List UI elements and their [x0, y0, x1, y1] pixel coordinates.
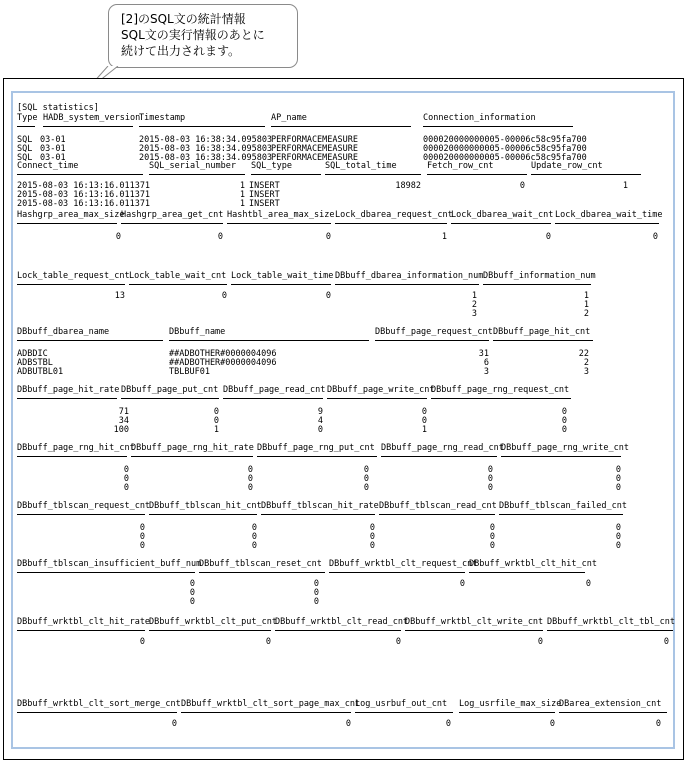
cell: ##ADBOTHER#0000004096: [169, 349, 277, 359]
cell: 0: [313, 597, 319, 607]
column-separator: [149, 174, 245, 175]
column-header: DBbuff_wrktbl_clt_hit_cnt: [469, 559, 597, 569]
column-header: DBbuff_dbarea_name: [17, 327, 110, 337]
cell: 0: [561, 416, 567, 426]
column-separator: [451, 223, 551, 224]
column-header: DBbuff_page_write_cnt: [327, 385, 435, 395]
column-header: Log_usrfile_max_size: [459, 699, 562, 709]
column-header: Lock_dbarea_wait_time: [555, 210, 663, 220]
cell: 0: [313, 579, 319, 589]
cell: 000020000000005-00006c58c95fa700: [423, 153, 587, 163]
column-separator: [17, 572, 195, 573]
cell: 0: [487, 483, 493, 493]
cell: 2: [583, 309, 589, 319]
cell: 0: [652, 232, 658, 242]
cell: 0: [663, 637, 669, 647]
cell: PERFORMACEMEASURE: [271, 153, 358, 163]
cell: 0: [561, 425, 567, 435]
cell: 0: [585, 579, 591, 589]
column-header: Lock_dbarea_request_cnt: [335, 210, 453, 220]
column-separator: [431, 398, 571, 399]
column-separator: [251, 174, 321, 175]
cell: 0: [363, 474, 369, 484]
cell: 0: [317, 425, 323, 435]
cell: 0: [189, 597, 195, 607]
column-header: Connection_information: [423, 113, 536, 123]
cell: 0: [549, 719, 555, 729]
column-header: DBbuff_tblscan_insufficient_buff_num: [17, 559, 202, 569]
column-separator: [325, 174, 421, 175]
column-header: DBbuff_page_hit_rate: [17, 385, 120, 395]
column-separator: [501, 456, 621, 457]
cell: 0: [265, 637, 271, 647]
column-header: DBbuff_wrktbl_clt_sort_page_max_cnt: [181, 699, 361, 709]
cell: 0: [655, 719, 661, 729]
cell: 0: [445, 719, 451, 729]
column-separator: [129, 284, 227, 285]
column-separator: [199, 572, 325, 573]
cell: ##ADBOTHER#0000004096: [169, 358, 277, 368]
cell: SQL: [17, 135, 33, 145]
cell: 0: [139, 532, 145, 542]
cell: 0: [615, 523, 621, 533]
cell: 3: [583, 367, 589, 377]
cell: 34: [118, 416, 129, 426]
column-header: DBbuff_wrktbl_clt_tbl_cnt: [547, 617, 675, 627]
cell: 0: [615, 541, 621, 551]
column-header: SQL_serial_number: [149, 161, 236, 171]
column-separator: [43, 126, 133, 127]
cell: 2015-08-03 16:38:34.095803: [139, 153, 273, 163]
column-header: Type: [17, 113, 38, 123]
cell: 3: [471, 309, 477, 319]
column-separator: [459, 712, 555, 713]
column-separator: [131, 456, 253, 457]
column-header: SQL_total_time: [325, 161, 397, 171]
cell: 71: [118, 407, 129, 417]
cell: 0: [139, 523, 145, 533]
cell: 03-01: [40, 153, 66, 163]
column-header: DBbuff_wrktbl_clt_write_cnt: [405, 617, 544, 627]
column-separator: [17, 398, 117, 399]
column-header: HADB_system_version: [43, 113, 141, 123]
callout-line: [2]のSQL文の統計情報: [121, 12, 246, 26]
callout-line: 続けて出力されます。: [121, 44, 241, 58]
cell: 0: [123, 483, 129, 493]
column-separator: [149, 630, 271, 631]
column-separator: [17, 126, 35, 127]
cell: 0: [325, 291, 331, 301]
column-header: DBarea_extension_cnt: [559, 699, 662, 709]
column-separator: [499, 514, 623, 515]
cell: 2015-08-03 16:13:16.011371: [17, 181, 151, 191]
cell: 0: [537, 637, 543, 647]
cell: 4: [317, 416, 323, 426]
column-separator: [531, 174, 641, 175]
column-separator: [483, 284, 591, 285]
column-separator: [493, 340, 593, 341]
cell: 0: [369, 523, 375, 533]
column-separator: [231, 284, 331, 285]
column-separator: [547, 630, 673, 631]
column-header: Lock_table_wait_time: [231, 271, 334, 281]
column-separator: [17, 630, 145, 631]
cell: 000020000000005-00006c58c95fa700: [423, 135, 587, 145]
report-panel: [11, 91, 675, 749]
column-separator: [17, 340, 163, 341]
column-separator: [223, 398, 323, 399]
column-separator: [257, 456, 377, 457]
column-header: DBbuff_tblscan_request_cnt: [17, 501, 151, 511]
column-header: DBbuff_name: [169, 327, 226, 337]
cell: INSERT: [249, 199, 280, 209]
cell: PERFORMACEMEASURE: [271, 135, 358, 145]
column-separator: [17, 712, 177, 713]
column-header: DBbuff_page_put_cnt: [121, 385, 219, 395]
column-separator: [559, 712, 667, 713]
column-header: DBbuff_page_request_cnt: [375, 327, 493, 337]
column-separator: [405, 630, 543, 631]
cell: 0: [395, 637, 401, 647]
cell: 0: [421, 407, 427, 417]
cell: 0: [615, 483, 621, 493]
cell: 100: [113, 425, 129, 435]
column-header: Fetch_row_cnt: [427, 161, 494, 171]
column-separator: [375, 340, 489, 341]
callout-bubble: [108, 4, 298, 68]
cell: 2: [583, 358, 589, 368]
cell: SQL: [17, 153, 33, 163]
cell: 2: [471, 300, 477, 310]
cell: 0: [221, 291, 227, 301]
column-separator: [275, 630, 401, 631]
cell: 0: [247, 474, 253, 484]
cell: 0: [189, 588, 195, 598]
cell: TBLBUF01: [169, 367, 210, 377]
cell: 1: [583, 291, 589, 301]
column-header: DBbuff_tblscan_failed_cnt: [499, 501, 627, 511]
column-header: Lock_dbarea_wait_cnt: [451, 210, 554, 220]
callout-line: SQL文の実行情報のあとに: [121, 28, 265, 42]
cell: 1: [421, 425, 427, 435]
column-separator: [149, 514, 257, 515]
cell: 1: [239, 190, 245, 200]
cell: 0: [123, 474, 129, 484]
column-separator: [355, 712, 453, 713]
cell: 22: [578, 349, 589, 359]
cell: 1: [239, 199, 245, 209]
cell: ADBUTBL01: [17, 367, 64, 377]
column-separator: [335, 223, 447, 224]
column-separator: [17, 174, 143, 175]
cell: 0: [489, 532, 495, 542]
cell: 13: [114, 291, 125, 301]
column-header: DBbuff_page_rng_request_cnt: [431, 385, 570, 395]
column-separator: [271, 126, 411, 127]
column-header: DBbuff_wrktbl_clt_sort_merge_cnt: [17, 699, 181, 709]
cell: ADBSTBL: [17, 358, 53, 368]
cell: 6: [483, 358, 489, 368]
cell: 03-01: [40, 144, 66, 154]
cell: 3: [483, 367, 489, 377]
column-header: DBbuff_tblscan_hit_cnt: [149, 501, 262, 511]
cell: 31: [478, 349, 489, 359]
cell: 1: [622, 181, 628, 191]
column-header: DBbuff_page_rng_hit_cnt: [17, 443, 135, 453]
column-header: DBbuff_wrktbl_clt_hit_rate: [17, 617, 151, 627]
column-header: DBbuff_page_read_cnt: [223, 385, 326, 395]
cell: 03-01: [40, 135, 66, 145]
column-header: DBbuff_tblscan_hit_rate: [261, 501, 379, 511]
cell: 2015-08-03 16:13:16.011371: [17, 199, 151, 209]
column-separator: [423, 126, 573, 127]
cell: 18982: [395, 181, 421, 191]
section-label: [SQL statistics]: [17, 103, 99, 113]
cell: 1: [239, 181, 245, 191]
cell: 0: [139, 541, 145, 551]
cell: 0: [369, 541, 375, 551]
column-separator: [329, 572, 465, 573]
column-header: Log_usrbuf_out_cnt: [355, 699, 448, 709]
cell: 0: [459, 579, 465, 589]
column-header: SQL_type: [251, 161, 292, 171]
cell: 0: [139, 637, 145, 647]
cell: PERFORMACEMEASURE: [271, 144, 358, 154]
column-header: DBbuff_tblscan_read_cnt: [379, 501, 497, 511]
output-frame: [3, 78, 684, 760]
column-separator: [555, 223, 659, 224]
cell: 9: [317, 407, 323, 417]
column-separator: [169, 340, 369, 341]
column-separator: [17, 223, 117, 224]
column-separator: [379, 514, 495, 515]
cell: 0: [561, 407, 567, 417]
cell: 0: [213, 407, 219, 417]
column-header: Hashgrp_area_max_size: [17, 210, 125, 220]
cell: SQL: [17, 144, 33, 154]
cell: 0: [421, 416, 427, 426]
column-header: DBbuff_page_rng_hit_rate: [131, 443, 254, 453]
cell: 0: [489, 541, 495, 551]
cell: 1: [213, 425, 219, 435]
cell: 0: [489, 523, 495, 533]
cell: 0: [123, 465, 129, 475]
column-header: DBbuff_page_hit_cnt: [493, 327, 591, 337]
column-separator: [427, 174, 527, 175]
cell: 0: [363, 483, 369, 493]
cell: 2015-08-03 16:13:16.011371: [17, 190, 151, 200]
cell: 0: [615, 465, 621, 475]
cell: 0: [213, 416, 219, 426]
cell: 0: [251, 541, 257, 551]
column-header: DBbuff_tblscan_reset_cnt: [199, 559, 322, 569]
column-separator: [181, 712, 351, 713]
column-header: DBbuff_information_num: [483, 271, 596, 281]
cell: 1: [471, 291, 477, 301]
column-separator: [121, 223, 223, 224]
cell: 0: [615, 532, 621, 542]
cell: INSERT: [249, 190, 280, 200]
cell: 0: [345, 719, 351, 729]
cell: 0: [247, 483, 253, 493]
cell: 0: [115, 232, 121, 242]
cell: 0: [251, 523, 257, 533]
column-separator: [469, 572, 585, 573]
column-header: DBbuff_dbarea_information_num: [335, 271, 484, 281]
column-header: Update_row_cnt: [531, 161, 603, 171]
cell: 0: [171, 719, 177, 729]
cell: 0: [487, 465, 493, 475]
column-header: DBbuff_page_rng_read_cnt: [381, 443, 504, 453]
cell: 0: [251, 532, 257, 542]
column-header: DBbuff_page_rng_write_cnt: [501, 443, 629, 453]
column-header: Hashgrp_area_get_cnt: [121, 210, 224, 220]
column-separator: [335, 284, 479, 285]
column-header: Timestamp: [139, 113, 186, 123]
cell: 0: [369, 532, 375, 542]
cell: INSERT: [249, 181, 280, 191]
cell: 0: [545, 232, 551, 242]
column-header: Connect_time: [17, 161, 79, 171]
column-separator: [261, 514, 375, 515]
cell: ADBDIC: [17, 349, 48, 359]
cell: 2015-08-03 16:38:34.095803: [139, 144, 273, 154]
cell: 0: [189, 579, 195, 589]
column-separator: [381, 456, 497, 457]
cell: 2015-08-03 16:38:34.095803: [139, 135, 273, 145]
column-separator: [227, 223, 331, 224]
cell: 0: [615, 474, 621, 484]
cell: 0: [487, 474, 493, 484]
column-header: Lock_table_request_cnt: [17, 271, 130, 281]
cell: 0: [363, 465, 369, 475]
column-separator: [17, 284, 125, 285]
column-separator: [327, 398, 427, 399]
column-header: DBbuff_wrktbl_clt_read_cnt: [275, 617, 409, 627]
column-header: DBbuff_wrktbl_clt_put_cnt: [149, 617, 277, 627]
column-header: Hashtbl_area_max_size: [227, 210, 335, 220]
cell: 000020000000005-00006c58c95fa700: [423, 144, 587, 154]
column-header: AP_name: [271, 113, 307, 123]
column-header: Lock_table_wait_cnt: [129, 271, 227, 281]
cell: 0: [325, 232, 331, 242]
cell: 1: [441, 232, 447, 242]
column-header: DBbuff_wrktbl_clt_request_cnt: [329, 559, 478, 569]
cell: 0: [313, 588, 319, 598]
cell: 0: [217, 232, 223, 242]
cell: 0: [247, 465, 253, 475]
column-separator: [121, 398, 219, 399]
cell: 0: [519, 181, 525, 191]
column-separator: [17, 456, 127, 457]
column-separator: [139, 126, 265, 127]
cell: 1: [583, 300, 589, 310]
column-separator: [17, 514, 145, 515]
column-header: DBbuff_page_rng_put_cnt: [257, 443, 375, 453]
